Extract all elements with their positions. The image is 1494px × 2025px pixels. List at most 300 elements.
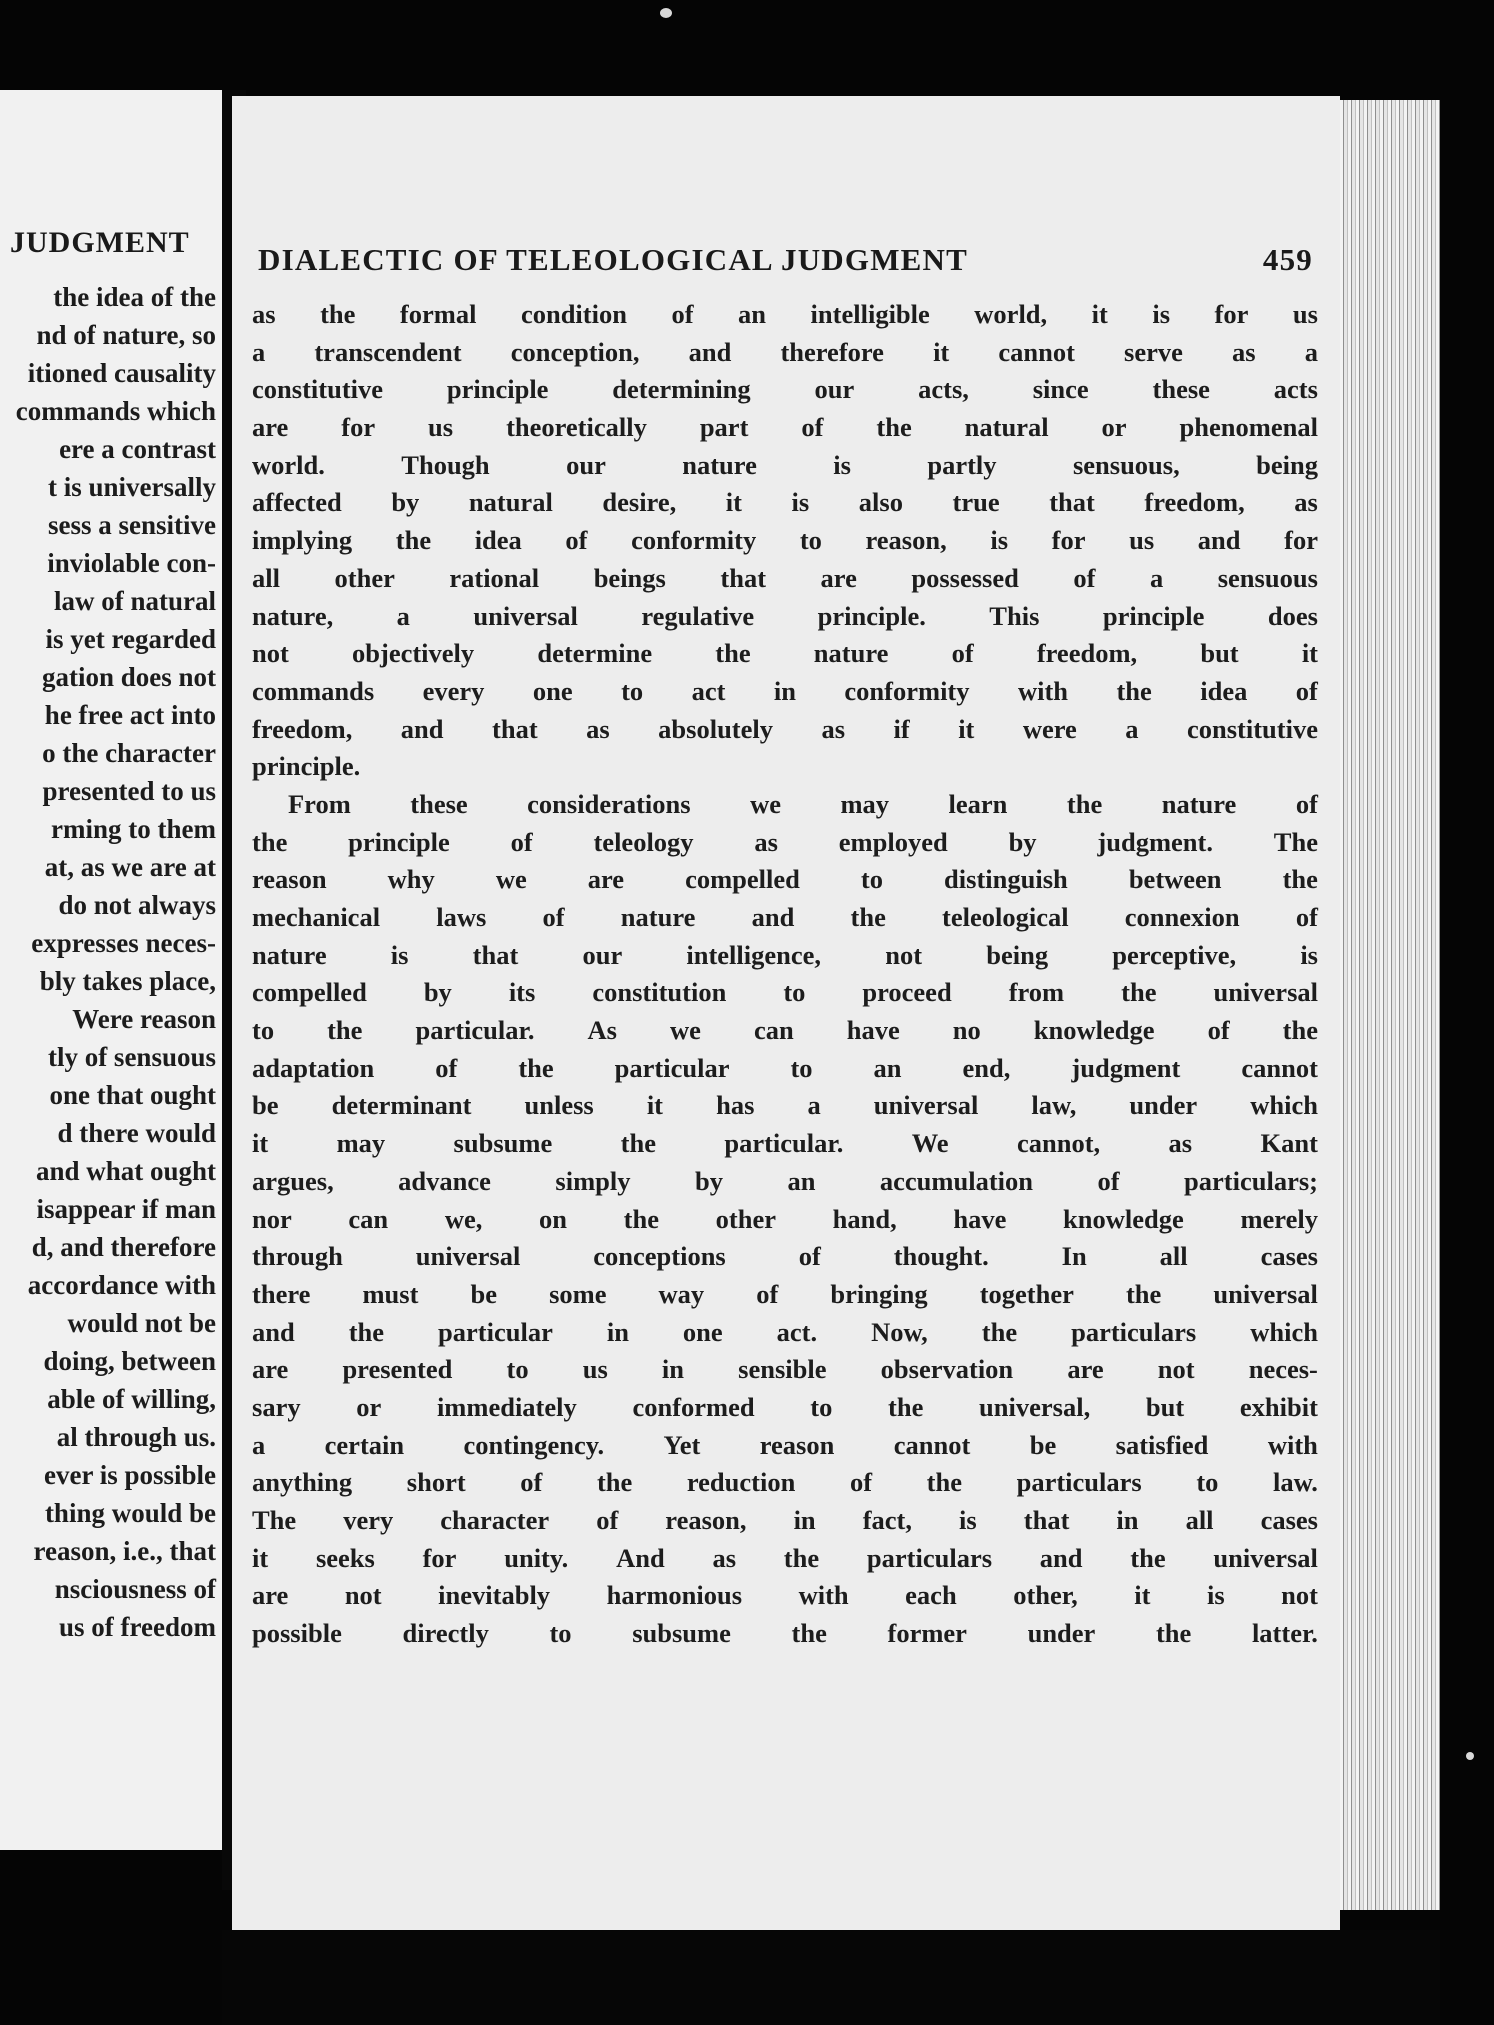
left-text-line: us of freedom	[59, 1612, 216, 1642]
word: has	[716, 1090, 755, 1121]
word: and	[400, 713, 444, 744]
left-text-line: is yet regarded	[45, 624, 216, 654]
word: and	[1039, 1542, 1083, 1573]
left-text-line: and what ought	[35, 1156, 216, 1186]
word: by	[391, 487, 420, 518]
text-line	[252, 937, 1318, 975]
left-text-line: nsciousness of	[54, 1574, 216, 1604]
word: harmonious	[606, 1580, 743, 1611]
word: as	[754, 826, 778, 857]
word: intelligible	[810, 299, 930, 329]
word: to	[549, 1618, 572, 1649]
word: conformity	[844, 675, 970, 706]
word: an	[873, 1052, 902, 1083]
body-text	[252, 296, 1318, 1653]
bottom-shadow	[222, 1930, 1440, 2025]
word: it	[1091, 299, 1108, 329]
text-line	[252, 1125, 1318, 1163]
word: universal	[1213, 977, 1318, 1008]
word: character	[440, 1505, 550, 1535]
word: the	[981, 1316, 1018, 1347]
left-text-line: nd of nature, so	[36, 320, 216, 350]
word: accumulation	[879, 1165, 1034, 1196]
word: rational	[449, 562, 540, 593]
word: in	[773, 675, 796, 706]
word: acts	[1273, 374, 1318, 405]
text-line	[252, 748, 1318, 786]
word: of	[542, 902, 565, 932]
word: idea	[1200, 675, 1248, 706]
word: freedom,	[252, 713, 353, 744]
word: is	[390, 939, 409, 970]
word: we	[750, 788, 781, 819]
word: serve	[1124, 336, 1183, 367]
left-text-line: rming to them	[51, 814, 216, 844]
word: we,	[444, 1203, 483, 1234]
word: is	[791, 487, 810, 518]
left-text-line: would not be	[67, 1308, 216, 1338]
word: or	[356, 1391, 382, 1422]
word: all	[1185, 1505, 1214, 1535]
word: each	[905, 1580, 957, 1611]
text-line	[252, 334, 1318, 372]
speck-mark	[1466, 1752, 1474, 1760]
word: is	[1152, 299, 1171, 329]
word: freedom,	[1144, 487, 1245, 518]
word: considerations	[527, 788, 691, 819]
text-line	[252, 296, 1318, 334]
left-text-line: at, as we are at	[44, 852, 216, 882]
left-text-line: law of natural	[54, 586, 216, 616]
word: principle.	[252, 751, 361, 782]
text-line	[252, 598, 1318, 636]
word: under	[1027, 1618, 1096, 1649]
word: by	[423, 977, 452, 1008]
word: The	[1273, 826, 1318, 857]
left-text-line: doing, between	[43, 1346, 216, 1376]
word: but	[1145, 1391, 1185, 1422]
word: which	[1250, 1316, 1318, 1347]
word: of	[756, 1278, 779, 1309]
word: being	[1256, 449, 1318, 480]
word: short	[406, 1467, 466, 1498]
word: The	[252, 1505, 297, 1535]
text-line	[252, 1540, 1318, 1578]
word: constitutive	[252, 374, 384, 405]
word: universal	[415, 1241, 521, 1272]
left-text-line: he free act into	[44, 700, 216, 730]
word: particular	[438, 1316, 553, 1347]
word: the	[876, 412, 912, 443]
text-line	[252, 673, 1318, 711]
word: and	[751, 902, 795, 932]
word: We	[911, 1128, 949, 1159]
word: therefore	[780, 336, 884, 367]
word: constitutive	[1186, 713, 1318, 744]
word: an	[787, 1165, 816, 1196]
word: argues,	[252, 1165, 334, 1196]
word: the	[1282, 864, 1318, 895]
left-page-text	[0, 278, 216, 1646]
word: the	[1066, 788, 1103, 819]
word: reason,	[865, 525, 947, 556]
word: and	[688, 336, 732, 367]
word: of	[1097, 1165, 1120, 1196]
word: employed	[838, 826, 948, 857]
left-text-line: d there would	[57, 1118, 216, 1148]
word: the	[327, 1015, 363, 1046]
word: is	[1300, 939, 1318, 970]
word: the	[783, 1542, 820, 1573]
text-line	[252, 711, 1318, 749]
word: not	[885, 939, 923, 970]
word: compelled	[252, 977, 367, 1008]
word: presented	[342, 1354, 453, 1385]
word: to	[506, 1354, 529, 1385]
word: it	[252, 1542, 269, 1573]
word: end,	[962, 1052, 1011, 1083]
left-text-line: the idea of the	[53, 282, 216, 312]
word: a	[252, 1429, 266, 1460]
running-head	[258, 238, 1313, 282]
word: reason,	[665, 1505, 747, 1535]
word: the	[888, 1391, 924, 1422]
word: a	[396, 600, 410, 631]
word: the	[791, 1618, 827, 1649]
word: conception,	[510, 336, 640, 367]
word: may	[336, 1128, 386, 1159]
word: which	[1250, 1090, 1318, 1121]
word: does	[1267, 600, 1318, 631]
word: contingency.	[463, 1429, 605, 1460]
word: of	[1295, 788, 1318, 819]
text-line	[252, 1163, 1318, 1201]
word: world,	[974, 299, 1048, 329]
text-line	[252, 635, 1318, 673]
word: an	[738, 299, 767, 329]
word: to	[799, 525, 822, 556]
word: us	[582, 1354, 608, 1385]
text-line	[252, 447, 1318, 485]
word: adaptation	[252, 1052, 375, 1083]
word: subsume	[632, 1618, 731, 1649]
word: certain	[324, 1429, 405, 1460]
word: under	[1129, 1090, 1198, 1121]
word: may	[840, 788, 890, 819]
word: a	[1304, 336, 1318, 367]
text-line	[252, 1050, 1318, 1088]
word: the	[850, 902, 886, 932]
word: sensuous	[1217, 562, 1318, 593]
word: a	[1149, 562, 1164, 593]
word: in	[661, 1354, 685, 1385]
running-head-title: DIALECTIC OF TELEOLOGICAL JUDGMENT	[258, 242, 969, 277]
word: connexion	[1124, 902, 1240, 932]
word: have	[953, 1203, 1007, 1234]
text-line	[252, 974, 1318, 1012]
word: determinant	[331, 1090, 472, 1121]
word: particulars	[866, 1542, 993, 1573]
word: a	[1125, 713, 1139, 744]
word: are	[252, 1580, 289, 1611]
word: Now,	[871, 1316, 928, 1347]
word: very	[343, 1505, 394, 1535]
text-line	[252, 1464, 1318, 1502]
word: the	[1121, 977, 1157, 1008]
word: proceed	[862, 977, 952, 1008]
word: universal	[1213, 1542, 1318, 1573]
word: to	[1196, 1467, 1219, 1498]
word: these	[410, 788, 468, 819]
text-line	[252, 1276, 1318, 1314]
word: of	[1207, 1015, 1230, 1046]
left-text-line: itioned causality	[27, 358, 216, 388]
word: particulars	[1071, 1316, 1197, 1347]
word: of	[565, 525, 588, 556]
word: with	[798, 1580, 849, 1611]
word: reason	[759, 1429, 835, 1460]
word: possessed	[911, 562, 1019, 593]
word: bringing	[830, 1278, 928, 1309]
word: that	[472, 939, 519, 970]
word: conformity	[631, 525, 757, 556]
word: one	[682, 1316, 723, 1347]
word: nature	[620, 902, 696, 932]
word: theoretically	[506, 412, 647, 443]
word: the	[715, 638, 751, 669]
word: principle.	[817, 600, 926, 631]
word: are	[252, 1354, 289, 1385]
word: universal	[873, 1090, 979, 1121]
left-text-line: isappear if man	[36, 1194, 216, 1224]
word: as	[586, 713, 610, 744]
text-line	[252, 1201, 1318, 1239]
word: principle	[348, 826, 450, 857]
word: the	[252, 826, 288, 857]
word: be	[470, 1278, 497, 1309]
word: from	[1008, 977, 1065, 1008]
word: of	[1073, 562, 1096, 593]
word: anything	[252, 1467, 353, 1498]
word: judgment	[1071, 1052, 1181, 1083]
word: of	[1295, 902, 1318, 932]
word: are	[587, 864, 625, 895]
left-text-line: bly takes place,	[39, 966, 216, 996]
left-text-line: al through us.	[56, 1422, 216, 1452]
word: particulars;	[1184, 1165, 1318, 1196]
word: In	[1061, 1241, 1087, 1272]
word: particular	[614, 1052, 730, 1083]
text-line	[252, 560, 1318, 598]
word: affected	[252, 487, 342, 518]
word: all	[1159, 1241, 1188, 1272]
word: be	[252, 1090, 279, 1121]
word: transcendent	[314, 336, 462, 367]
word: or	[1101, 412, 1127, 443]
word: world.	[252, 449, 325, 480]
word: and	[252, 1316, 295, 1347]
word: for	[1284, 525, 1318, 556]
word: reason	[252, 864, 327, 895]
left-text-line: one that ought	[49, 1080, 216, 1110]
left-text-line: sess a sensitive	[48, 510, 216, 540]
word: merely	[1240, 1203, 1318, 1234]
word: commands	[252, 675, 375, 706]
word: freedom,	[1036, 638, 1138, 669]
text-line	[252, 899, 1318, 937]
word: nature	[813, 638, 889, 669]
word: particulars	[1016, 1467, 1142, 1498]
word: being	[986, 939, 1049, 970]
word: as	[712, 1542, 737, 1573]
word: cases	[1260, 1241, 1318, 1272]
word: idea	[474, 525, 522, 556]
text-line	[252, 1502, 1318, 1540]
word: regulative	[641, 600, 755, 631]
word: thought.	[893, 1241, 989, 1272]
left-text-line: tly of sensuous	[47, 1042, 216, 1072]
word: we	[670, 1015, 701, 1046]
word: as	[1168, 1128, 1193, 1159]
word: to	[790, 1052, 813, 1083]
word: cannot	[893, 1429, 971, 1460]
word: universal,	[979, 1391, 1091, 1422]
word: a	[252, 336, 266, 367]
word: our	[582, 939, 623, 970]
word: by	[694, 1165, 723, 1196]
word: our	[814, 374, 855, 405]
word: as	[821, 713, 846, 744]
word: not	[252, 638, 289, 669]
word: nature	[682, 449, 757, 480]
word: for	[341, 412, 376, 443]
word: it	[725, 487, 742, 518]
word: for	[422, 1542, 457, 1573]
word: principle	[1102, 600, 1205, 631]
word: the	[1155, 1618, 1192, 1649]
word: And	[616, 1542, 665, 1573]
text-line	[252, 1087, 1318, 1125]
word: of	[798, 1241, 821, 1272]
left-text-line: inviolable con-	[47, 548, 216, 578]
speck-mark	[660, 8, 672, 18]
word: for	[1214, 299, 1249, 329]
word: knowledge	[1063, 1203, 1184, 1234]
word: of	[801, 412, 824, 443]
word: Kant	[1260, 1128, 1318, 1159]
left-text-line: o the character	[42, 738, 216, 768]
word: it	[958, 713, 975, 744]
word: in	[1116, 1505, 1139, 1535]
word: of	[596, 1505, 619, 1535]
word: hand,	[832, 1203, 897, 1234]
word: exhibit	[1239, 1391, 1318, 1422]
word: From	[288, 788, 351, 819]
word: directly	[402, 1618, 489, 1649]
word: the	[348, 1316, 385, 1347]
word: there	[252, 1278, 311, 1309]
left-text-line: presented to us	[42, 776, 216, 806]
word: formal	[399, 299, 477, 329]
word: of	[1295, 675, 1318, 706]
word: implying	[252, 525, 353, 556]
word: subsume	[453, 1128, 553, 1159]
word: cannot	[1241, 1052, 1318, 1083]
word: that	[492, 713, 538, 744]
text-line	[252, 1389, 1318, 1427]
left-text-line: ever is possible	[43, 1460, 216, 1490]
word: these	[1152, 374, 1210, 405]
word: that	[720, 562, 767, 593]
word: us	[1292, 299, 1318, 329]
word: we	[495, 864, 527, 895]
page-edges	[1340, 100, 1440, 1910]
word: must	[362, 1278, 419, 1309]
left-text-line: gation does not	[41, 662, 216, 692]
word: law.	[1273, 1467, 1318, 1498]
text-line	[252, 786, 1318, 824]
word: no	[952, 1015, 981, 1046]
word: of	[435, 1052, 458, 1083]
word: universal	[1213, 1278, 1318, 1309]
word: cases	[1260, 1505, 1318, 1535]
word: why	[387, 864, 435, 895]
word: if	[893, 713, 910, 744]
word: us	[428, 412, 454, 443]
word: can	[348, 1203, 389, 1234]
word: satisfied	[1115, 1429, 1209, 1460]
word: unless	[524, 1090, 594, 1121]
word: inevitably	[438, 1580, 551, 1611]
word: laws	[436, 902, 487, 932]
left-text-line: thing would be	[44, 1498, 216, 1528]
word: As	[587, 1015, 617, 1046]
word: nature	[252, 939, 327, 970]
word: part	[699, 412, 749, 443]
word: observation	[880, 1354, 1014, 1385]
word: beings	[593, 562, 666, 593]
left-text-line: Were reason	[72, 1004, 216, 1034]
word: to	[810, 1391, 833, 1422]
word: true	[952, 487, 1000, 518]
word: the	[320, 299, 356, 329]
word: to	[252, 1015, 275, 1046]
word: desire,	[602, 487, 677, 518]
left-text-line: reason, i.e., that	[33, 1536, 216, 1566]
word: unity.	[504, 1542, 569, 1573]
text-line	[252, 1615, 1318, 1653]
word: distinguish	[944, 864, 1068, 895]
word: seeks	[315, 1542, 375, 1573]
word: other	[715, 1203, 776, 1234]
word: natural	[964, 412, 1049, 443]
word: cannot	[998, 336, 1075, 367]
word: the	[620, 1128, 656, 1159]
word: of	[520, 1467, 543, 1498]
left-text-line: ere a contrast	[59, 434, 216, 464]
word: objectively	[352, 638, 475, 669]
word: act.	[776, 1316, 818, 1347]
word: on	[539, 1203, 567, 1234]
text-line	[252, 484, 1318, 522]
word: nor	[252, 1203, 292, 1234]
word: is	[959, 1505, 977, 1535]
word: some	[549, 1278, 607, 1309]
word: our	[566, 449, 606, 480]
word: natural	[468, 487, 553, 518]
word: to	[860, 864, 883, 895]
word: are	[820, 562, 857, 593]
